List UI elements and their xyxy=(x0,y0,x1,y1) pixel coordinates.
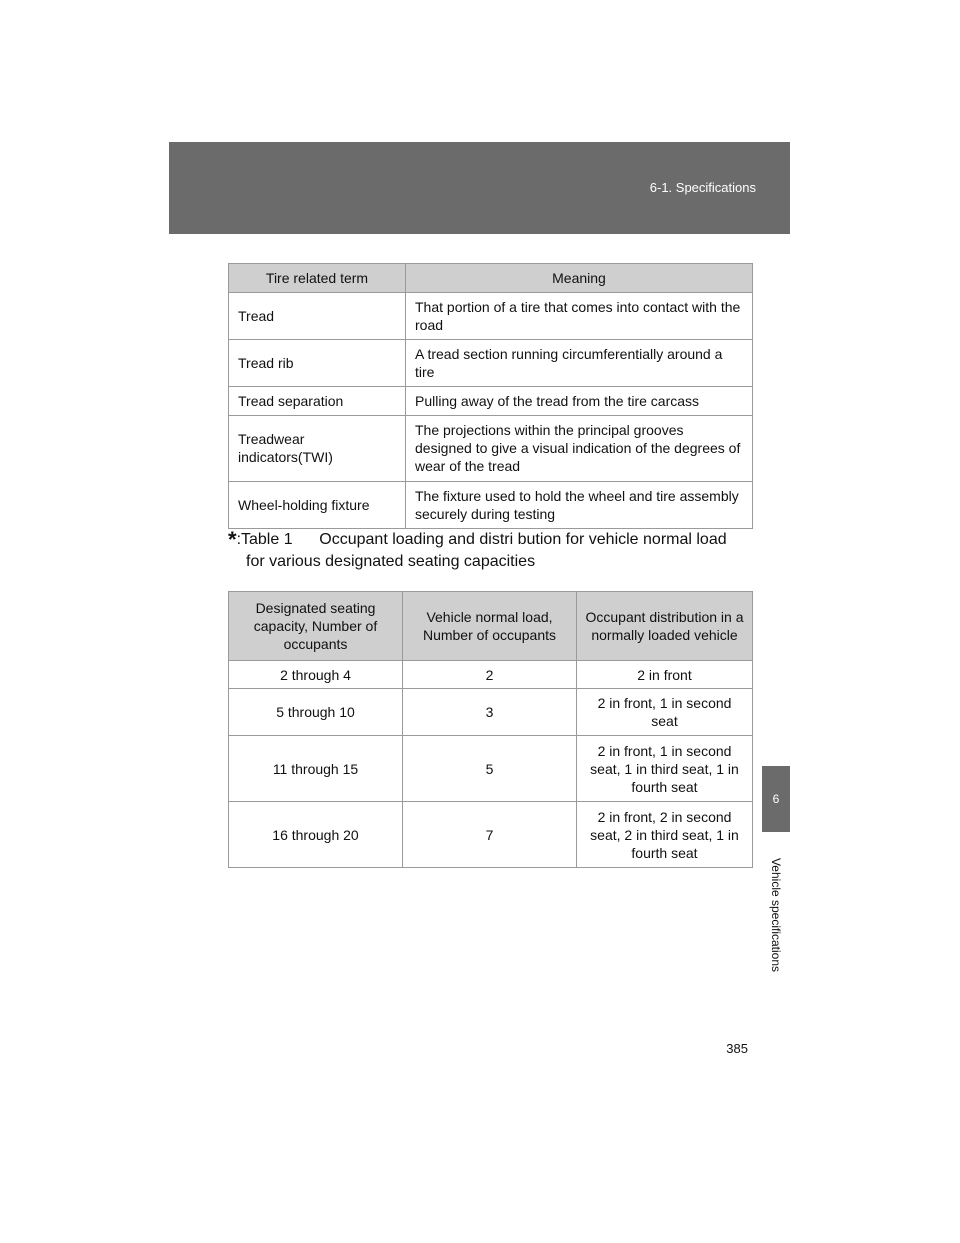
distribution-cell: 2 in front, 1 in second seat xyxy=(577,689,753,736)
column-header-distribution: Occupant distribution in a normally loaded vehicle xyxy=(577,592,753,661)
table-header-row xyxy=(229,264,753,293)
table-row xyxy=(229,661,753,689)
load-cell: 5 xyxy=(403,736,577,802)
distribution-cell: 2 in front, 1 in second seat, 1 in third seat, 1 in fourth seat xyxy=(577,736,753,802)
capacity-cell: 11 through 15 xyxy=(229,736,403,802)
table-header-row xyxy=(229,592,753,661)
table-row xyxy=(229,387,753,416)
capacity-cell: 16 through 20 xyxy=(229,802,403,868)
page-number: 385 xyxy=(726,1041,748,1056)
column-header-capacity: Designated seating capacity, Number of occupants xyxy=(229,592,403,661)
tire-terms-table xyxy=(228,263,753,529)
table-row xyxy=(229,802,753,868)
column-header-load: Vehicle normal load, Number of occupants xyxy=(403,592,577,661)
meaning-cell: A tread section running circumferentially around a tire xyxy=(406,340,753,387)
chapter-label-text: Vehicle specifications xyxy=(769,857,784,973)
meaning-cell: That portion of a tire that comes into contact with the road xyxy=(406,293,753,340)
load-cell: 7 xyxy=(403,802,577,868)
asterisk-marker: * xyxy=(228,527,237,552)
capacity-cell: 5 through 10 xyxy=(229,689,403,736)
term-cell: Tread xyxy=(229,293,406,340)
note-line-1 xyxy=(228,529,758,551)
table-row xyxy=(229,416,753,482)
column-header-term: Tire related term xyxy=(229,264,406,293)
column-header-meaning: Meaning xyxy=(406,264,753,293)
table-row xyxy=(229,736,753,802)
chapter-number-tab: 6 xyxy=(762,766,790,832)
occupant-loading-table xyxy=(228,591,753,868)
note-line-2: for various designated seating capacities xyxy=(246,553,536,570)
term-cell: Tread separation xyxy=(229,387,406,416)
distribution-cell: 2 in front xyxy=(577,661,753,689)
term-cell: Treadwear indicators(TWI) xyxy=(229,416,406,482)
distribution-cell: 2 in front, 2 in second seat, 2 in third seat, 1 in fourth seat xyxy=(577,802,753,868)
load-cell: 3 xyxy=(403,689,577,736)
meaning-cell: The projections within the principal grooves designed to give a visual indication of the degrees of wear of the tread xyxy=(406,416,753,482)
table-row xyxy=(229,340,753,387)
table-row xyxy=(229,293,753,340)
term-cell: Tread rib xyxy=(229,340,406,387)
capacity-cell: 2 through 4 xyxy=(229,661,403,689)
section-title: 6-1. Specifications xyxy=(649,180,756,195)
chapter-label xyxy=(762,840,790,990)
table-row xyxy=(229,482,753,529)
meaning-cell: The fixture used to hold the wheel and tire assembly securely during testing xyxy=(406,482,753,529)
table-row xyxy=(229,689,753,736)
table-note xyxy=(228,529,758,573)
note-text-1: :Table 1 Occupant loading and distri bution for vehicle normal load xyxy=(236,531,727,548)
meaning-cell: Pulling away of the tread from the tire carcass xyxy=(406,387,753,416)
load-cell: 2 xyxy=(403,661,577,689)
header-band xyxy=(169,142,790,234)
term-cell: Wheel-holding fixture xyxy=(229,482,406,529)
